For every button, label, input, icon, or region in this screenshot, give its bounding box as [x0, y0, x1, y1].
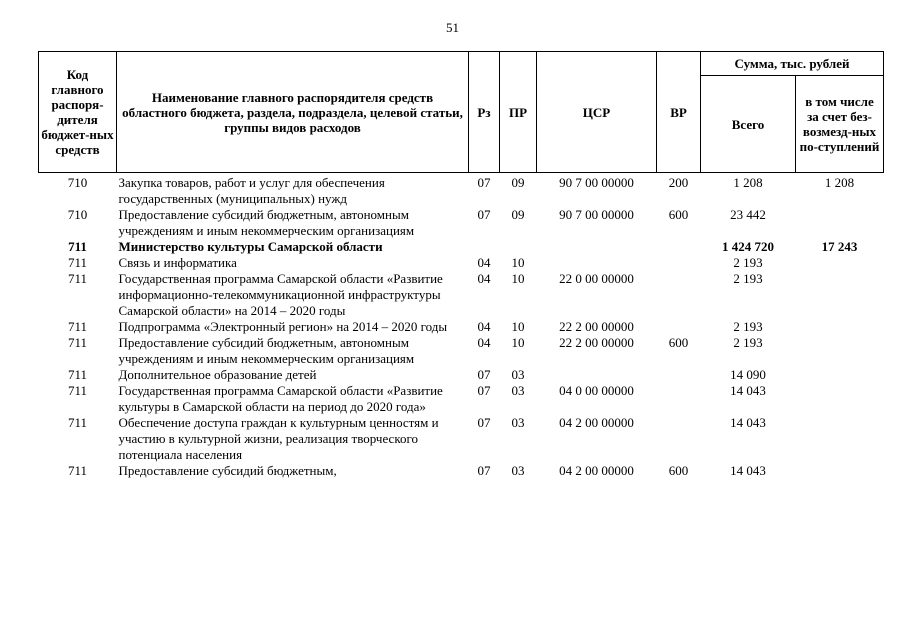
cell-csr: 22 2 00 00000 — [559, 335, 634, 350]
cell-pr: 10 — [511, 271, 525, 286]
table-row — [39, 255, 884, 271]
cell-rz: 04 — [477, 255, 491, 270]
cell-total: 2 193 — [733, 271, 763, 286]
cell-code: 711 — [67, 383, 88, 398]
cell-name: Подпрограмма «Электронный регион» на 2014 – 2020 годы — [118, 319, 448, 334]
cell-code: 710 — [67, 175, 88, 190]
cell-rz: 07 — [477, 415, 491, 430]
cell-rz: 07 — [477, 367, 491, 382]
cell-total: 1 424 720 — [722, 239, 774, 254]
cell-code: 711 — [67, 367, 88, 382]
table-row — [39, 415, 884, 463]
header-free: в том числе за счет без-возмезд-ных по-ступлений — [796, 76, 884, 173]
cell-rz: 07 — [477, 463, 491, 478]
table-row — [39, 383, 884, 415]
header-csr: ЦСР — [537, 52, 657, 173]
table-row — [39, 271, 884, 319]
table-row — [39, 367, 884, 383]
cell-code: 711 — [67, 463, 88, 478]
cell-pr: 03 — [511, 367, 525, 382]
table-row — [39, 463, 884, 479]
cell-total: 1 208 — [733, 175, 763, 190]
cell-name: Предоставление субсидий бюджетным, автономным учреждениям и иным некоммерческим организациям — [118, 335, 415, 366]
cell-name: Министерство культуры Самарской области — [118, 239, 383, 254]
cell-vr — [657, 415, 701, 463]
cell-pr: 03 — [511, 415, 525, 430]
table-header — [39, 52, 884, 173]
cell-code: 711 — [67, 271, 88, 286]
cell-free: 1 208 — [824, 175, 855, 190]
cell-free — [796, 415, 884, 463]
cell-total: 23 442 — [730, 207, 766, 222]
cell-free — [796, 271, 884, 319]
header-sum: Сумма, тыс. рублей — [701, 52, 884, 76]
cell-vr — [657, 255, 701, 271]
cell-vr — [657, 319, 701, 335]
cell-free — [796, 255, 884, 271]
cell-free: 17 243 — [821, 239, 858, 254]
cell-csr: 90 7 00 00000 — [559, 175, 634, 190]
cell-vr: 600 — [668, 207, 689, 222]
cell-csr — [537, 367, 657, 383]
cell-vr — [657, 239, 701, 255]
cell-rz: 07 — [477, 175, 491, 190]
cell-name: Государственная программа Самарской области «Развитие информационно-телекоммуникационной инфраструктуры Самарской области» на 2014 – 2020 годы — [118, 271, 443, 318]
table-row — [39, 207, 884, 239]
cell-vr: 600 — [668, 463, 689, 478]
cell-free — [796, 319, 884, 335]
cell-vr — [657, 271, 701, 319]
cell-csr: 04 2 00 00000 — [559, 463, 634, 478]
cell-code: 710 — [67, 207, 88, 222]
cell-pr — [500, 239, 537, 255]
header-total: Всего — [701, 76, 796, 173]
cell-csr — [537, 239, 657, 255]
cell-rz: 04 — [477, 271, 491, 286]
cell-pr: 10 — [511, 255, 525, 270]
cell-csr — [537, 255, 657, 271]
cell-name: Закупка товаров, работ и услуг для обеспечения государственных (муниципальных) нужд — [118, 175, 385, 206]
cell-free — [796, 383, 884, 415]
cell-code: 711 — [67, 319, 88, 334]
table-row — [39, 335, 884, 367]
page-number: 51 — [446, 20, 459, 35]
cell-csr: 22 0 00 00000 — [559, 271, 634, 286]
table-body — [39, 173, 884, 480]
header-code: Код главного распоря-дителя бюджет-ных средств — [39, 52, 117, 173]
cell-name: Связь и информатика — [118, 255, 237, 270]
cell-rz — [469, 239, 500, 255]
cell-vr — [657, 383, 701, 415]
cell-csr: 90 7 00 00000 — [559, 207, 634, 222]
cell-rz: 07 — [477, 383, 491, 398]
header-vr: ВР — [657, 52, 701, 173]
cell-csr: 04 0 00 00000 — [559, 383, 634, 398]
cell-vr: 600 — [668, 335, 689, 350]
cell-pr: 10 — [511, 335, 525, 350]
cell-total: 2 193 — [733, 255, 763, 270]
cell-name: Предоставление субсидий бюджетным, автономным учреждениям и иным некоммерческим организациям — [118, 207, 415, 238]
cell-vr: 200 — [668, 175, 689, 190]
table-row — [39, 239, 884, 255]
budget-table — [38, 51, 884, 479]
cell-csr: 04 2 00 00000 — [559, 415, 634, 430]
cell-free — [796, 463, 884, 479]
cell-name: Дополнительное образование детей — [118, 367, 317, 382]
cell-pr: 03 — [511, 463, 525, 478]
cell-rz: 07 — [477, 207, 491, 222]
cell-vr — [657, 367, 701, 383]
header-rz: Рз — [469, 52, 500, 173]
cell-name: Предоставление субсидий бюджетным, — [118, 463, 337, 478]
cell-total: 2 193 — [733, 335, 763, 350]
cell-total: 14 043 — [730, 463, 766, 478]
cell-code: 711 — [67, 255, 88, 270]
table-row — [39, 319, 884, 335]
cell-total: 14 043 — [730, 383, 766, 398]
cell-rz: 04 — [477, 319, 491, 334]
cell-csr: 22 2 00 00000 — [559, 319, 634, 334]
cell-total: 14 090 — [730, 367, 766, 382]
cell-total: 2 193 — [733, 319, 763, 334]
cell-pr: 09 — [511, 175, 525, 190]
cell-code: 711 — [68, 239, 87, 254]
header-pr: ПР — [500, 52, 537, 173]
header-name: Наименование главного распорядителя средств областного бюджета, раздела, подраздела, целевой статьи, группы видов расходов — [117, 52, 469, 173]
cell-free — [796, 367, 884, 383]
cell-rz: 04 — [477, 335, 491, 350]
cell-pr: 03 — [511, 383, 525, 398]
cell-pr: 09 — [511, 207, 525, 222]
cell-pr: 10 — [511, 319, 525, 334]
cell-free — [796, 207, 884, 239]
cell-name: Обеспечение доступа граждан к культурным ценностям и участию в культурной жизни, реализация творческого потенциала населения — [118, 415, 439, 462]
cell-total: 14 043 — [730, 415, 766, 430]
cell-code: 711 — [67, 335, 88, 350]
cell-name: Государственная программа Самарской области «Развитие культуры в Самарской области на период до 2020 года» — [118, 383, 443, 414]
table-row — [39, 173, 884, 208]
cell-code: 711 — [67, 415, 88, 430]
cell-free — [796, 335, 884, 367]
